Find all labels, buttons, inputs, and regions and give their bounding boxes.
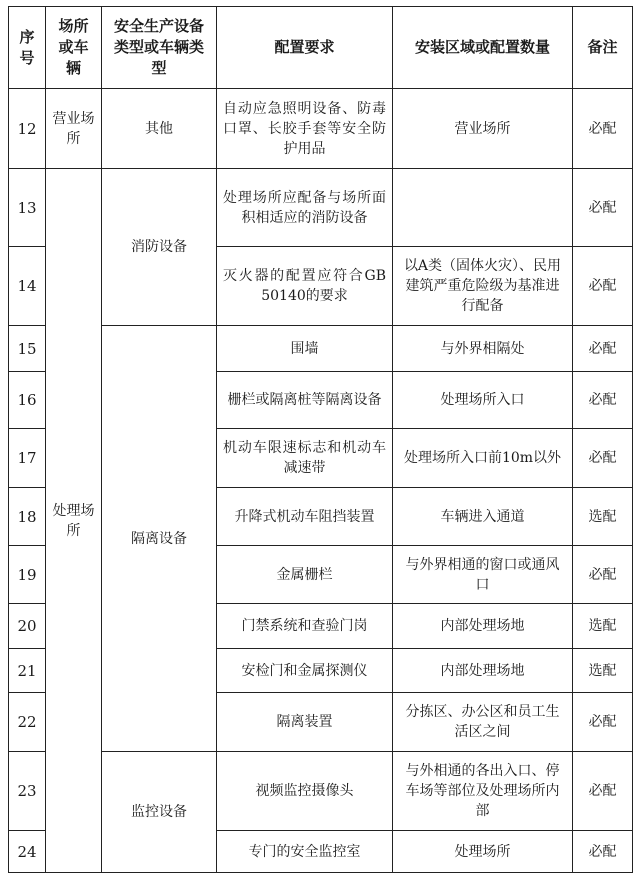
row-no: 20 — [9, 604, 46, 649]
note-cell: 必配 — [573, 546, 633, 604]
table-row — [9, 326, 633, 372]
row-no: 13 — [9, 169, 46, 247]
note-cell: 必配 — [573, 89, 633, 169]
type-cell: 监控设备 — [102, 752, 217, 873]
area-cell: 内部处理场地 — [393, 604, 573, 649]
requirement-cell: 处理场所应配备与场所面积相适应的消防设备 — [217, 169, 393, 247]
table-row — [9, 169, 633, 247]
header-row — [9, 7, 633, 89]
requirement-cell: 机动车限速标志和机动车减速带 — [217, 429, 393, 488]
site-cell: 营业场所 — [46, 89, 102, 169]
note-cell: 选配 — [573, 488, 633, 546]
row-no: 15 — [9, 326, 46, 372]
note-cell: 必配 — [573, 326, 633, 372]
row-no: 16 — [9, 372, 46, 429]
area-cell: 处理场所 — [393, 831, 573, 873]
row-no: 19 — [9, 546, 46, 604]
requirement-cell: 金属栅栏 — [217, 546, 393, 604]
requirement-cell: 专门的安全监控室 — [217, 831, 393, 873]
area-cell: 车辆进入通道 — [393, 488, 573, 546]
requirement-cell: 安检门和金属探测仪 — [217, 649, 393, 693]
row-no: 12 — [9, 89, 46, 169]
row-no: 23 — [9, 752, 46, 831]
requirement-cell: 自动应急照明设备、防毒口罩、长胶手套等安全防护用品 — [217, 89, 393, 169]
note-cell: 必配 — [573, 752, 633, 831]
requirement-cell: 隔离装置 — [217, 693, 393, 752]
area-cell: 分拣区、办公区和员工生活区之间 — [393, 693, 573, 752]
requirement-cell: 灭火器的配置应符合GB 50140的要求 — [217, 247, 393, 326]
area-cell: 以A类（固体火灾）、民用建筑严重危险级为基准进行配备 — [393, 247, 573, 326]
requirement-cell: 围墙 — [217, 326, 393, 372]
requirement-cell: 视频监控摄像头 — [217, 752, 393, 831]
header-area: 安装区域或配置数量 — [393, 7, 573, 89]
note-cell: 必配 — [573, 429, 633, 488]
area-cell — [393, 169, 573, 247]
area-cell: 处理场所入口前10m以外 — [393, 429, 573, 488]
table-row — [9, 752, 633, 831]
area-cell: 与外界相通的窗口或通风口 — [393, 546, 573, 604]
note-cell: 选配 — [573, 604, 633, 649]
area-cell: 处理场所入口 — [393, 372, 573, 429]
type-cell: 消防设备 — [102, 169, 217, 326]
type-cell: 隔离设备 — [102, 326, 217, 752]
area-cell: 与外相通的各出入口、停车场等部位及处理场所内部 — [393, 752, 573, 831]
area-cell: 内部处理场地 — [393, 649, 573, 693]
requirement-cell: 栅栏或隔离桩等隔离设备 — [217, 372, 393, 429]
header-no: 序号 — [9, 7, 46, 89]
row-no: 17 — [9, 429, 46, 488]
requirement-cell: 升降式机动车阻挡装置 — [217, 488, 393, 546]
row-no: 22 — [9, 693, 46, 752]
header-type: 安全生产设备类型或车辆类型 — [102, 7, 217, 89]
table-row — [9, 89, 633, 169]
note-cell: 必配 — [573, 372, 633, 429]
note-cell: 必配 — [573, 693, 633, 752]
note-cell: 必配 — [573, 247, 633, 326]
row-no: 18 — [9, 488, 46, 546]
header-note: 备注 — [573, 7, 633, 89]
header-requirement: 配置要求 — [217, 7, 393, 89]
type-cell: 其他 — [102, 89, 217, 169]
note-cell: 必配 — [573, 831, 633, 873]
note-cell: 选配 — [573, 649, 633, 693]
equipment-config-table — [8, 6, 633, 873]
site-cell: 处理场所 — [46, 169, 102, 873]
area-cell: 营业场所 — [393, 89, 573, 169]
area-cell: 与外界相隔处 — [393, 326, 573, 372]
header-site: 场所或车辆 — [46, 7, 102, 89]
row-no: 21 — [9, 649, 46, 693]
note-cell: 必配 — [573, 169, 633, 247]
row-no: 14 — [9, 247, 46, 326]
row-no: 24 — [9, 831, 46, 873]
requirement-cell: 门禁系统和查验门岗 — [217, 604, 393, 649]
